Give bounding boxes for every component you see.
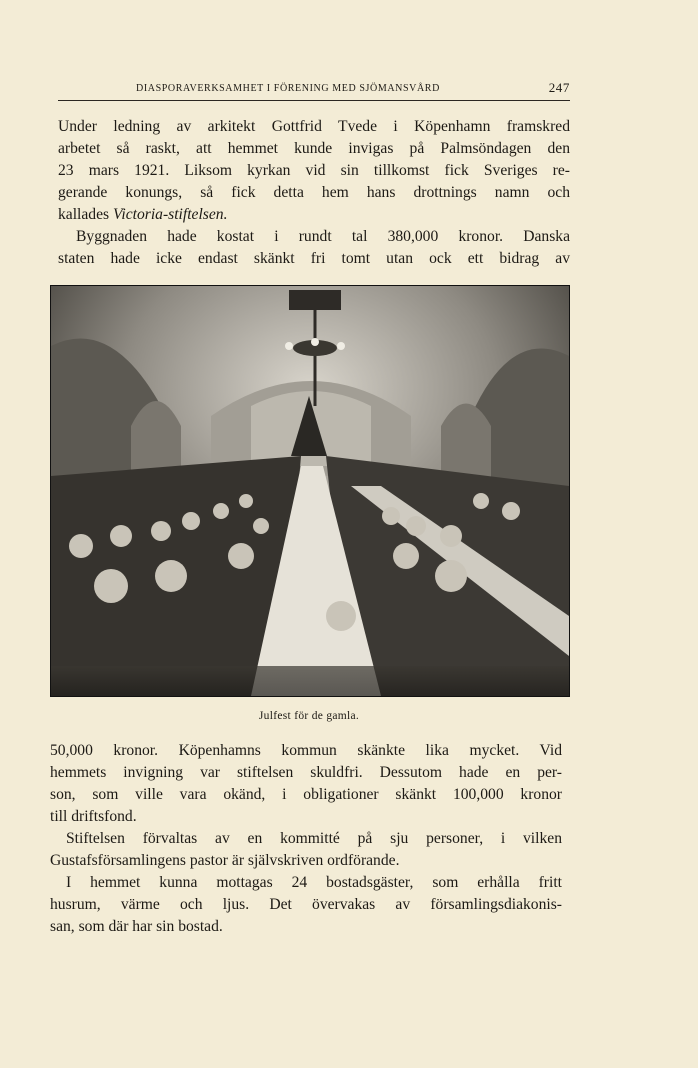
paragraph-1	[58, 116, 570, 226]
text-line: son, som ville vara okänd, i obligationer skänkt 100,000 kronor	[50, 786, 562, 803]
text-fragment: kallades	[58, 206, 113, 223]
text-line: san, som där har sin bostad.	[50, 918, 223, 935]
text-line: husrum, värme och ljus. Det övervakas av församlingsdiakonis-	[50, 896, 562, 913]
text-line	[58, 204, 570, 226]
text-line: Byggnaden hade kostat i rundt tal 380,000 kronor. Danska	[76, 228, 570, 245]
foundation-name: Victoria-stiftelsen.	[113, 206, 228, 223]
text-line: Under ledning av arkitekt Gottfrid Tvede i Köpenhamn framskred	[58, 118, 570, 135]
text-line: staten hade icke endast skänkt fri tomt utan ock ett bidrag av	[58, 250, 570, 267]
text-line: gerande konungs, så fick detta hem hans drottnings namn och	[58, 184, 570, 201]
text-line: Gustafsförsamlingens pastor är självskriven ordförande.	[50, 852, 400, 869]
text-line: I hemmet kunna mottagas 24 bostadsgäster, som erhålla fritt	[66, 874, 562, 891]
photo-caption: Julfest för de gamla.	[258, 710, 360, 722]
text-line: Stiftelsen förvaltas av en kommitté på sju personer, i vilken	[66, 830, 562, 847]
text-line: 50,000 kronor. Köpenhamns kommun skänkte lika mycket. Vid	[50, 742, 562, 759]
running-head	[58, 80, 570, 98]
text-line: till driftsfond.	[50, 808, 137, 825]
page-number: 247	[548, 80, 570, 95]
text-line: arbetet så raskt, att hemmet kunde invigas på Palmsöndagen den	[58, 140, 570, 157]
text-line: hemmets invigning var stiftelsen skuldfri. Dessutom hade en per-	[50, 764, 562, 781]
photograph-image	[51, 286, 569, 696]
header-rule	[58, 100, 570, 101]
text-line: 23 mars 1921. Liksom kyrkan vid sin tillkomst fick Sveriges re-	[58, 162, 570, 179]
paragraph-2	[58, 226, 570, 270]
paragraph-3	[50, 740, 562, 828]
photograph-christmas-party	[50, 285, 570, 697]
paragraph-4	[50, 828, 562, 872]
running-head-title: DIASPORAVERKSAMHET I FÖRENING MED SJÖMANSVÅRD	[136, 83, 440, 94]
paragraph-5	[50, 872, 562, 938]
